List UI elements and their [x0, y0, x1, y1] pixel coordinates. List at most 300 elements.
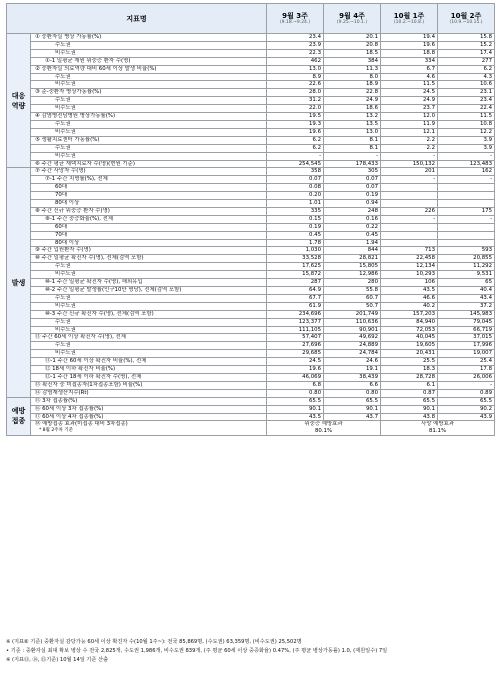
value-cell: 8.0 — [324, 73, 381, 81]
value-cell: 90.1 — [267, 405, 324, 413]
value-cell: 0.87 — [381, 389, 438, 397]
table-row — [7, 389, 495, 397]
value-cell: 28,821 — [324, 255, 381, 263]
value-cell: 1.94 — [324, 239, 381, 247]
value-cell: 6.2 — [267, 144, 324, 152]
value-cell: 0.45 — [324, 231, 381, 239]
row-footnote: * 8월 2주차 기준 — [39, 428, 74, 434]
effect-value: 81.1% — [428, 428, 447, 435]
row-label: 수도권 — [31, 318, 267, 326]
value-cell: 65 — [438, 279, 495, 287]
value-cell: 22.0 — [267, 105, 324, 113]
value-cell: - — [438, 176, 495, 184]
value-cell: 60.7 — [324, 294, 381, 302]
value-cell: 23.1 — [438, 89, 495, 97]
value-cell: 0.15 — [267, 215, 324, 223]
row-label: ⑧ 주간 신규 위중증 환자 수(명) — [31, 207, 267, 215]
value-cell: 3.9 — [438, 136, 495, 144]
row-label: 80대 이상 — [31, 200, 267, 208]
table-row — [7, 120, 495, 128]
value-cell: 24.5 — [267, 358, 324, 366]
value-cell: 11.5 — [381, 81, 438, 89]
value-cell — [438, 192, 495, 200]
row-label: 80대 이상 — [31, 239, 267, 247]
value-cell: 18.5 — [324, 49, 381, 57]
row-label: ⑰ 60세 이상 4차 접종률(%) — [31, 413, 267, 421]
value-cell: 19.1 — [324, 366, 381, 374]
row-label: ⑩-1 주간 일평균 확진자 수(명), 해외유입 — [31, 279, 267, 287]
value-cell: 11,292 — [438, 263, 495, 271]
value-cell: 12.2 — [438, 128, 495, 136]
value-cell: 40,045 — [381, 334, 438, 342]
value-cell: 226 — [381, 207, 438, 215]
value-cell: 1.01 — [267, 200, 324, 208]
value-cell — [381, 223, 438, 231]
value-cell — [438, 184, 495, 192]
value-cell: 64.9 — [267, 287, 324, 295]
value-cell: 123,377 — [267, 318, 324, 326]
value-cell: 145,983 — [438, 310, 495, 318]
footnote-3: ※ (지표⑬, ⑭, ⑮기준) 10월 14일 기준 산출 — [6, 657, 109, 663]
value-cell — [381, 184, 438, 192]
value-cell: 19,605 — [381, 342, 438, 350]
table-row — [7, 65, 495, 73]
value-cell: - — [438, 215, 495, 223]
table-row — [7, 247, 495, 255]
row-label: 70대 — [31, 192, 267, 200]
value-cell: 33,528 — [267, 255, 324, 263]
table-row — [7, 73, 495, 81]
table-row — [7, 81, 495, 89]
value-cell: 28,728 — [381, 373, 438, 381]
vaccine-effect-cell — [267, 421, 381, 436]
section-label: 대응역량 — [7, 34, 31, 168]
value-cell: 24,889 — [324, 342, 381, 350]
table-row — [7, 405, 495, 413]
header-week-3: 10월 1주 (10.2.~10.8.) — [381, 4, 438, 34]
value-cell: 280 — [324, 279, 381, 287]
value-cell: 90.1 — [324, 405, 381, 413]
value-cell: 18.3 — [381, 366, 438, 374]
table-row — [7, 294, 495, 302]
table-row — [7, 231, 495, 239]
value-cell: 43.8 — [381, 413, 438, 421]
value-cell: 19,007 — [438, 350, 495, 358]
value-cell: 67.7 — [267, 294, 324, 302]
row-label: 비수도권 — [31, 152, 267, 160]
table-row — [7, 279, 495, 287]
value-cell: 17.4 — [438, 49, 495, 57]
value-cell: 305 — [324, 168, 381, 176]
value-cell: 178,433 — [324, 160, 381, 168]
value-cell: 6.2 — [267, 136, 324, 144]
row-label: 비수도권 — [31, 271, 267, 279]
value-cell: 201 — [381, 168, 438, 176]
row-label: 비수도권 — [31, 350, 267, 358]
value-cell: 18.6 — [324, 105, 381, 113]
row-label: ⑦-1 주간 치명률(%), 전체 — [31, 176, 267, 184]
value-cell: 123,483 — [438, 160, 495, 168]
row-label: ⑨ 주간 입원환자 수(명) — [31, 247, 267, 255]
table-row — [7, 318, 495, 326]
table-row — [7, 97, 495, 105]
value-cell: 254,545 — [267, 160, 324, 168]
value-cell: 6.8 — [267, 381, 324, 389]
value-cell: 10.8 — [438, 120, 495, 128]
vaccine-effect-cell — [381, 421, 495, 436]
row-label: 비수도권 — [31, 81, 267, 89]
value-cell — [438, 231, 495, 239]
value-cell: 12.1 — [381, 128, 438, 136]
effect-title: 위중증 예방효과 — [304, 421, 343, 428]
row-label: ⑩-2 주간 일평균 발생률(인구10만 명당), 전체(검역 포함) — [31, 287, 267, 295]
value-cell: 20.1 — [324, 34, 381, 42]
row-label: 60대 — [31, 184, 267, 192]
row-label: 비수도권 — [31, 49, 267, 57]
value-cell — [438, 200, 495, 208]
value-cell: 24.5 — [381, 89, 438, 97]
table-row — [7, 176, 495, 184]
value-cell: 37.2 — [438, 302, 495, 310]
table-row — [7, 326, 495, 334]
table-row — [7, 342, 495, 350]
value-cell: 31.2 — [267, 97, 324, 105]
value-cell: 334 — [381, 57, 438, 65]
row-label: 수도권 — [31, 294, 267, 302]
value-cell: 10.6 — [438, 81, 495, 89]
value-cell: 22.3 — [267, 49, 324, 57]
value-cell: 0.16 — [324, 215, 381, 223]
value-cell: 384 — [324, 57, 381, 65]
table-row — [7, 168, 495, 176]
value-cell — [438, 239, 495, 247]
value-cell: 11.5 — [438, 113, 495, 121]
table-row — [7, 421, 495, 436]
table-row — [7, 381, 495, 389]
value-cell: 11.3 — [324, 65, 381, 73]
value-cell: - — [324, 152, 381, 160]
value-cell: 66,719 — [438, 326, 495, 334]
value-cell: 6.6 — [324, 381, 381, 389]
value-cell: 0.19 — [267, 223, 324, 231]
row-label: 수도권 — [31, 41, 267, 49]
value-cell: 18.8 — [381, 49, 438, 57]
table-row — [7, 105, 495, 113]
value-cell: 22.6 — [267, 81, 324, 89]
row-label: 수도권 — [31, 97, 267, 105]
value-cell: 0.07 — [324, 176, 381, 184]
value-cell: 65.5 — [381, 397, 438, 405]
value-cell: - — [381, 176, 438, 184]
value-cell: 25.4 — [438, 358, 495, 366]
value-cell: 10,293 — [381, 271, 438, 279]
value-cell: 43.7 — [324, 413, 381, 421]
row-label: 비수도권 — [31, 326, 267, 334]
value-cell — [381, 192, 438, 200]
value-cell: 12,986 — [324, 271, 381, 279]
value-cell: 28.0 — [267, 89, 324, 97]
value-cell: 79,045 — [438, 318, 495, 326]
value-cell: 110,636 — [324, 318, 381, 326]
value-cell: 9,531 — [438, 271, 495, 279]
value-cell: 17.8 — [438, 366, 495, 374]
table-row — [7, 128, 495, 136]
row-label: ⑫-1 주간 18세 이하 확진자 수(명), 전체 — [31, 373, 267, 381]
value-cell: 46.6 — [381, 294, 438, 302]
indicator-table — [6, 3, 495, 436]
table-row — [7, 207, 495, 215]
value-cell: 2.2 — [381, 136, 438, 144]
value-cell — [381, 200, 438, 208]
row-label: ⑯ 60세 이상 3차 접종률(%) — [31, 405, 267, 413]
value-cell: 23.7 — [381, 105, 438, 113]
value-cell: 19.6 — [267, 366, 324, 374]
value-cell: 162 — [438, 168, 495, 176]
value-cell: 22.4 — [438, 105, 495, 113]
row-label: 비수도권 — [31, 302, 267, 310]
table-row — [7, 113, 495, 121]
table-row — [7, 287, 495, 295]
row-label: 수도권 — [31, 263, 267, 271]
value-cell: 0.07 — [267, 176, 324, 184]
value-cell: 201,749 — [324, 310, 381, 318]
footnotes — [6, 638, 494, 665]
row-label: ⑪ 주간 60세 이상 확진자 수(명), 전체 — [31, 334, 267, 342]
value-cell: 2.2 — [381, 144, 438, 152]
value-cell: 23.4 — [438, 97, 495, 105]
row-label: ⑩ 주간 일평균 확진자 수(명), 전체(검역 포함) — [31, 255, 267, 263]
table-row — [7, 350, 495, 358]
value-cell: 40.4 — [438, 287, 495, 295]
table-row — [7, 310, 495, 318]
value-cell: 37,015 — [438, 334, 495, 342]
table-row — [7, 271, 495, 279]
value-cell: 150,132 — [381, 160, 438, 168]
value-cell: 24.9 — [324, 97, 381, 105]
table-row — [7, 263, 495, 271]
value-cell: - — [438, 381, 495, 389]
value-cell: 17,996 — [438, 342, 495, 350]
value-cell: 0.80 — [267, 389, 324, 397]
value-cell: - — [381, 152, 438, 160]
row-label: ① 중환자실 병상 가동률(%) — [31, 34, 267, 42]
value-cell: 90,901 — [324, 326, 381, 334]
value-cell: 8.9 — [267, 73, 324, 81]
row-label: ⑩-3 주간 신규 확진자 수(명), 전체(검역 포함) — [31, 310, 267, 318]
value-cell: 25.5 — [381, 358, 438, 366]
value-cell: 462 — [267, 57, 324, 65]
value-cell: 175 — [438, 207, 495, 215]
value-cell: 22.8 — [324, 89, 381, 97]
value-cell: 713 — [381, 247, 438, 255]
value-cell: 18.9 — [324, 81, 381, 89]
table-row — [7, 366, 495, 374]
row-label: ⑤ 생활치료센터 가동률(%) — [31, 136, 267, 144]
value-cell: 0.19 — [324, 192, 381, 200]
table-row — [7, 49, 495, 57]
value-cell: 335 — [267, 207, 324, 215]
table-row — [7, 358, 495, 366]
value-cell: 1,030 — [267, 247, 324, 255]
table-row — [7, 413, 495, 421]
row-label: 수도권 — [31, 120, 267, 128]
value-cell: 20.8 — [324, 41, 381, 49]
value-cell: 43.9 — [438, 413, 495, 421]
section-label: 예방접종 — [7, 397, 31, 436]
row-label: 70대 — [31, 231, 267, 239]
row-label: ③ 준-중환자 병상가동률(%) — [31, 89, 267, 97]
value-cell: 20,431 — [381, 350, 438, 358]
value-cell: 8.1 — [324, 136, 381, 144]
row-label: ⑬ 확진자 중 미접종자(1차접종포함) 비율(%) — [31, 381, 267, 389]
value-cell: 43.4 — [438, 294, 495, 302]
row-label: ⑱ 예방접종 효과(미접종 대비 3차접종) * 8월 2주차 기준 — [31, 421, 267, 436]
row-label: 수도권 — [31, 144, 267, 152]
value-cell: 593 — [438, 247, 495, 255]
table-row — [7, 373, 495, 381]
value-cell: 15.8 — [438, 34, 495, 42]
row-label: 비수도권 — [31, 105, 267, 113]
value-cell: 84,940 — [381, 318, 438, 326]
value-cell: - — [438, 152, 495, 160]
value-cell: 15.2 — [438, 41, 495, 49]
value-cell: 13.0 — [267, 65, 324, 73]
table-row — [7, 255, 495, 263]
table-row — [7, 89, 495, 97]
row-label: ④ 감염병전담병원 병상가동률(%) — [31, 113, 267, 121]
value-cell: 15,872 — [267, 271, 324, 279]
value-cell: 24.6 — [324, 358, 381, 366]
value-cell: 72,053 — [381, 326, 438, 334]
row-label: ⑭ 감염재생산지수(Rt) — [31, 389, 267, 397]
table-row — [7, 144, 495, 152]
row-label: ② 중환자실 의료역량 대비 60세 이상 발생 비율(%) — [31, 65, 267, 73]
table-row — [7, 192, 495, 200]
row-label: ⑦ 주간 사망자 수(명) — [31, 168, 267, 176]
value-cell: 287 — [267, 279, 324, 287]
footnote-2: • 기준 : 중환자실 최대 확보 병상 수 전국 2,825개, 수도권 1,986개, 비수도권 839개, (주 평균 60세 이상 중증화율) 0.47%, (주 평균 병상가동률) 1.0, (재원일수) 7일 — [6, 648, 388, 654]
value-cell: 6.2 — [438, 65, 495, 73]
value-cell: - — [267, 152, 324, 160]
value-cell: 29,685 — [267, 350, 324, 358]
value-cell: 358 — [267, 168, 324, 176]
table-row — [7, 184, 495, 192]
value-cell: 19.6 — [381, 41, 438, 49]
value-cell: 24.9 — [381, 97, 438, 105]
effect-value: 80.1% — [314, 428, 333, 435]
table-body — [7, 34, 495, 436]
row-label: 수도권 — [31, 73, 267, 81]
value-cell: 4.3 — [438, 73, 495, 81]
value-cell: 19.3 — [267, 120, 324, 128]
header-item: 지표명 — [7, 4, 267, 34]
value-cell: 248 — [324, 207, 381, 215]
table-row — [7, 41, 495, 49]
value-cell — [381, 239, 438, 247]
row-label: ⑥ 주간 평균 재택치료자 수(명)(현원 기준) — [31, 160, 267, 168]
value-cell — [381, 231, 438, 239]
value-cell: 90.2 — [438, 405, 495, 413]
value-cell: 24,784 — [324, 350, 381, 358]
row-label: 비수도권 — [31, 128, 267, 136]
value-cell: 0.22 — [324, 223, 381, 231]
value-cell: 13.2 — [324, 113, 381, 121]
value-cell — [438, 223, 495, 231]
row-label: ⑮ 3차 접종률(%) — [31, 397, 267, 405]
value-cell: 234,696 — [267, 310, 324, 318]
value-cell: 20,855 — [438, 255, 495, 263]
value-cell: 13.0 — [324, 128, 381, 136]
value-cell: 111,105 — [267, 326, 324, 334]
table-row — [7, 136, 495, 144]
table-row — [7, 397, 495, 405]
value-cell: 38,439 — [324, 373, 381, 381]
value-cell: 277 — [438, 57, 495, 65]
value-cell: 1.78 — [267, 239, 324, 247]
value-cell: 0.07 — [324, 184, 381, 192]
table-row — [7, 34, 495, 42]
value-cell: 61.9 — [267, 302, 324, 310]
value-cell: 0.94 — [324, 200, 381, 208]
value-cell: 55.8 — [324, 287, 381, 295]
value-cell: 65.5 — [438, 397, 495, 405]
row-label: ⑧-1 주간 중증화율(%), 전체 — [31, 215, 267, 223]
value-cell: 90.1 — [381, 405, 438, 413]
effect-title: 사망 예방효과 — [421, 421, 454, 428]
table-row — [7, 239, 495, 247]
value-cell: 27,696 — [267, 342, 324, 350]
value-cell: 43.5 — [267, 413, 324, 421]
value-cell: 8.1 — [324, 144, 381, 152]
table-row — [7, 152, 495, 160]
value-cell: 12.0 — [381, 113, 438, 121]
value-cell: 15,805 — [324, 263, 381, 271]
value-cell: 26,006 — [438, 373, 495, 381]
table-row — [7, 223, 495, 231]
value-cell: 19.4 — [381, 34, 438, 42]
row-label: 수도권 — [31, 342, 267, 350]
table-row — [7, 215, 495, 223]
value-cell: 0.80 — [324, 389, 381, 397]
value-cell: 46,069 — [267, 373, 324, 381]
value-cell: 11.9 — [381, 120, 438, 128]
value-cell: 65.5 — [324, 397, 381, 405]
value-cell: 6.7 — [381, 65, 438, 73]
table-row — [7, 200, 495, 208]
value-cell: 22,458 — [381, 255, 438, 263]
value-cell: 0.20 — [267, 192, 324, 200]
value-cell: 157,203 — [381, 310, 438, 318]
value-cell: - — [381, 215, 438, 223]
value-cell: 3.9 — [438, 144, 495, 152]
table-row — [7, 302, 495, 310]
value-cell: 40.2 — [381, 302, 438, 310]
value-cell: 6.1 — [381, 381, 438, 389]
value-cell: 0.08 — [267, 184, 324, 192]
footnote-1: ※ (지표⑥ 기준) 중환자실 감당가능 60세 이상 확진자 수(10월 1주~): 전국 85,869명, (수도권) 63,359명, (비수도권) 25,502명 — [6, 639, 302, 645]
value-cell: 0.45 — [267, 231, 324, 239]
header-week-1: 9월 3주 (9.18.~9.24.) — [267, 4, 324, 34]
value-cell: 106 — [381, 279, 438, 287]
value-cell: 19.6 — [267, 128, 324, 136]
value-cell: 12,134 — [381, 263, 438, 271]
table-row — [7, 334, 495, 342]
value-cell: 65.5 — [267, 397, 324, 405]
header-week-2: 9월 4주 (9.25.~10.1.) — [324, 4, 381, 34]
value-cell: 17,625 — [267, 263, 324, 271]
section-label: 발생 — [7, 168, 31, 397]
value-cell: 23.4 — [267, 34, 324, 42]
